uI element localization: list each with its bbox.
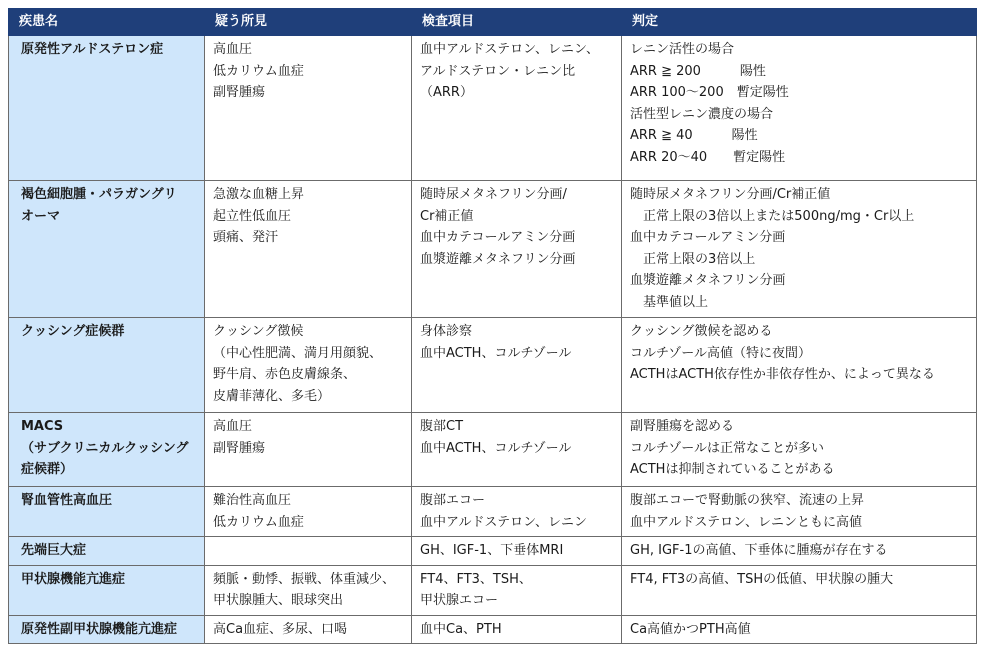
tests-cell: 血中アルドステロン、レニン、 アルドステロン・レニン比 （ARR）	[412, 36, 622, 181]
header-tests: 検査項目	[412, 9, 622, 36]
disease-cell: MACS （サブクリニカルクッシング 症候群）	[9, 413, 205, 487]
judgment-cell: 随時尿メタネフリン分画/Cr補正値 正常上限の3倍以上または500ng/mg・Cr以上 血中カテコールアミン分画 正常上限の3倍以上 血漿遊離メタネフリン分画 基準値以上	[622, 181, 977, 318]
table-row	[9, 487, 977, 537]
table-row	[9, 36, 977, 181]
tests-cell: GH、IGF-1、下垂体MRI	[412, 537, 622, 566]
tests-cell: 腹部エコー 血中アルドステロン、レニン	[412, 487, 622, 537]
findings-cell: 高Ca血症、多尿、口喝	[205, 615, 412, 644]
judgment-cell: クッシング徴候を認める コルチゾール高値（特に夜間） ACTHはACTH依存性か非依存性か、によって異なる	[622, 318, 977, 413]
disease-cell: 先端巨大症	[9, 537, 205, 566]
header-judgment: 判定	[622, 9, 977, 36]
judgment-cell: レニン活性の場合 ARR ≧ 200 陽性 ARR 100〜200 暫定陽性 活性型レニン濃度の場合 ARR ≧ 40 陽性 ARR 20〜40 暫定陽性	[622, 36, 977, 181]
judgment-cell: Ca高値かつPTH高値	[622, 615, 977, 644]
disease-cell: 褐色細胞腫・パラガングリ オーマ	[9, 181, 205, 318]
findings-cell: 急激な血糖上昇 起立性低血圧 頭痛、発汗	[205, 181, 412, 318]
table-row	[9, 181, 977, 318]
judgment-cell: GH, IGF-1の高値、下垂体に腫瘍が存在する	[622, 537, 977, 566]
findings-cell: 高血圧 低カリウム血症 副腎腫瘍	[205, 36, 412, 181]
findings-cell: 難治性高血圧 低カリウム血症	[205, 487, 412, 537]
table-row	[9, 537, 977, 566]
tests-cell: 腹部CT 血中ACTH、コルチゾール	[412, 413, 622, 487]
disease-cell: 腎血管性高血圧	[9, 487, 205, 537]
tests-cell: 身体診察 血中ACTH、コルチゾール	[412, 318, 622, 413]
table-row	[9, 565, 977, 615]
findings-cell: クッシング徴候 （中心性肥満、満月用顔貌、 野牛肩、赤色皮膚線条、 皮膚菲薄化、多毛）	[205, 318, 412, 413]
disease-cell: クッシング症候群	[9, 318, 205, 413]
tests-cell: 血中Ca、PTH	[412, 615, 622, 644]
findings-cell	[205, 537, 412, 566]
findings-cell: 高血圧 副腎腫瘍	[205, 413, 412, 487]
table-row	[9, 615, 977, 644]
header-disease: 疾患名	[9, 9, 205, 36]
tests-cell: FT4、FT3、TSH、 甲状腺エコー	[412, 565, 622, 615]
table-row	[9, 318, 977, 413]
disease-cell: 原発性アルドステロン症	[9, 36, 205, 181]
disease-cell: 甲状腺機能亢進症	[9, 565, 205, 615]
diagnosis-table	[8, 8, 977, 644]
table-row	[9, 413, 977, 487]
tests-cell: 随時尿メタネフリン分画/ Cr補正値 血中カテコールアミン分画 血漿遊離メタネフリン分画	[412, 181, 622, 318]
findings-cell: 頻脈・動悸、振戦、体重減少、 甲状腺腫大、眼球突出	[205, 565, 412, 615]
header-row	[9, 9, 977, 36]
judgment-cell: 副腎腫瘍を認める コルチゾールは正常なことが多い ACTHは抑制されていることがある	[622, 413, 977, 487]
header-findings: 疑う所見	[205, 9, 412, 36]
judgment-cell: 腹部エコーで腎動脈の狭窄、流速の上昇 血中アルドステロン、レニンともに高値	[622, 487, 977, 537]
disease-cell: 原発性副甲状腺機能亢進症	[9, 615, 205, 644]
judgment-cell: FT4, FT3の高値、TSHの低値、甲状腺の腫大	[622, 565, 977, 615]
